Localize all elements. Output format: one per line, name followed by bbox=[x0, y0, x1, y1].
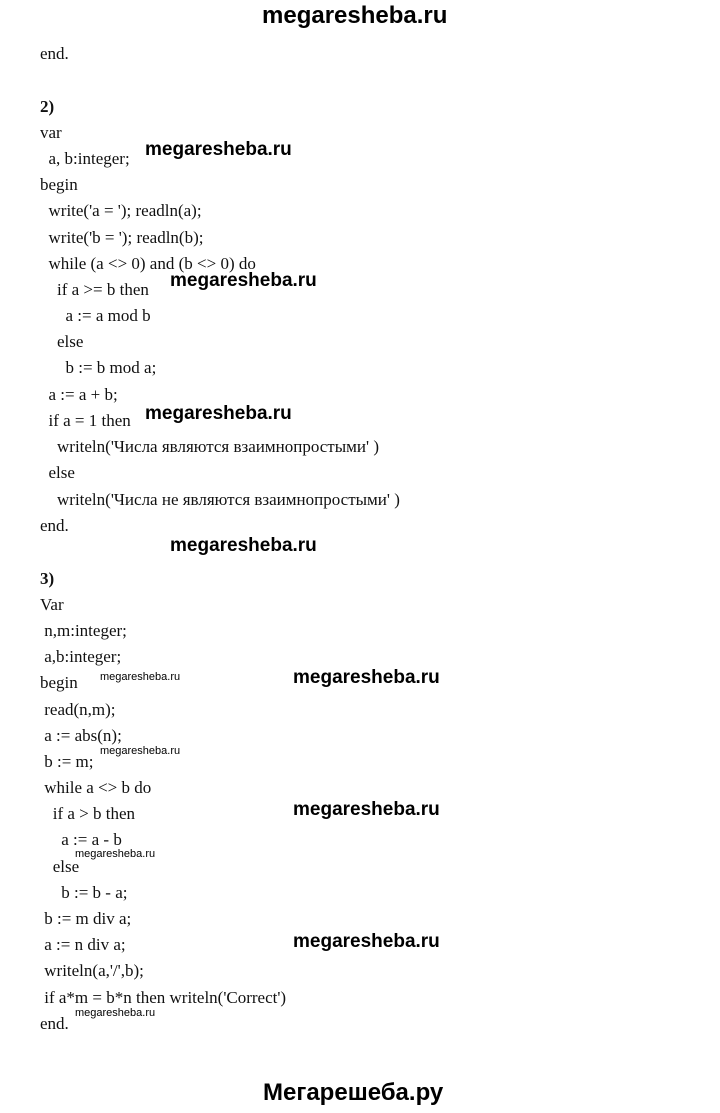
footer-site-name: Мегарешеба.ру bbox=[263, 1079, 444, 1106]
code-line: write('a = '); readln(a); bbox=[40, 201, 202, 220]
code-line: end. bbox=[40, 1014, 69, 1033]
code-line: else bbox=[40, 857, 80, 876]
code-line: write('b = '); readln(b); bbox=[40, 228, 204, 247]
code-line: Var bbox=[40, 595, 64, 614]
code-line: writeln('Числа не являются взаимнопростыми' ) bbox=[40, 490, 400, 509]
code-line: else bbox=[40, 463, 75, 482]
code-line: while a <> b do bbox=[40, 778, 152, 797]
code-line: if a*m = b*n then writeln('Correct') bbox=[40, 988, 287, 1007]
code-line: writeln('Числа являются взаимнопростыми' ) bbox=[40, 437, 379, 456]
code-line: a := abs(n); bbox=[40, 726, 122, 745]
code-line: if a = 1 then bbox=[40, 411, 131, 430]
header-site-name: megaresheba.ru bbox=[262, 2, 448, 29]
watermark-small-text: megaresheba.ru bbox=[100, 745, 181, 757]
watermark-text: megaresheba.ru bbox=[293, 667, 440, 688]
watermark-text: megaresheba.ru bbox=[293, 799, 440, 820]
code-line: a := a + b; bbox=[40, 385, 118, 404]
watermark-text: megaresheba.ru bbox=[293, 931, 440, 952]
code-line: while (a <> 0) and (b <> 0) do bbox=[40, 254, 256, 273]
code-line: a := a mod b bbox=[40, 306, 151, 325]
task-number-2: 2) bbox=[40, 97, 55, 116]
code-line: begin bbox=[40, 175, 78, 194]
code-line: b := b - a; bbox=[40, 883, 128, 902]
code-line: b := m; bbox=[40, 752, 94, 771]
code-line: end. bbox=[40, 516, 69, 535]
code-line: b := b mod a; bbox=[40, 358, 157, 377]
code-line: n,m:integer; bbox=[40, 621, 127, 640]
watermark-small-text: megaresheba.ru bbox=[75, 848, 156, 860]
code-line: read(n,m); bbox=[40, 700, 116, 719]
watermark-small-text: megaresheba.ru bbox=[100, 671, 181, 683]
code-line: if a >= b then bbox=[40, 280, 149, 299]
code-line: begin bbox=[40, 673, 78, 692]
watermark-text: megaresheba.ru bbox=[145, 403, 292, 424]
code-line: a, b:integer; bbox=[40, 149, 130, 168]
code-line: a,b:integer; bbox=[40, 647, 122, 666]
code-line: var bbox=[40, 123, 62, 142]
code-line: a := n div a; bbox=[40, 935, 126, 954]
code-line: else bbox=[40, 332, 84, 351]
watermark-text: megaresheba.ru bbox=[145, 139, 292, 160]
code-line: if a > b then bbox=[40, 804, 136, 823]
watermark-text: megaresheba.ru bbox=[170, 535, 317, 556]
code-line: b := m div a; bbox=[40, 909, 132, 928]
watermark-text: megaresheba.ru bbox=[170, 270, 317, 291]
code-line: a := a - b bbox=[40, 830, 122, 849]
code-line: writeln(a,'/',b); bbox=[40, 961, 144, 980]
task-number-3: 3) bbox=[40, 569, 55, 588]
watermark-small-text: megaresheba.ru bbox=[75, 1007, 156, 1019]
code-line: end. bbox=[40, 44, 69, 63]
